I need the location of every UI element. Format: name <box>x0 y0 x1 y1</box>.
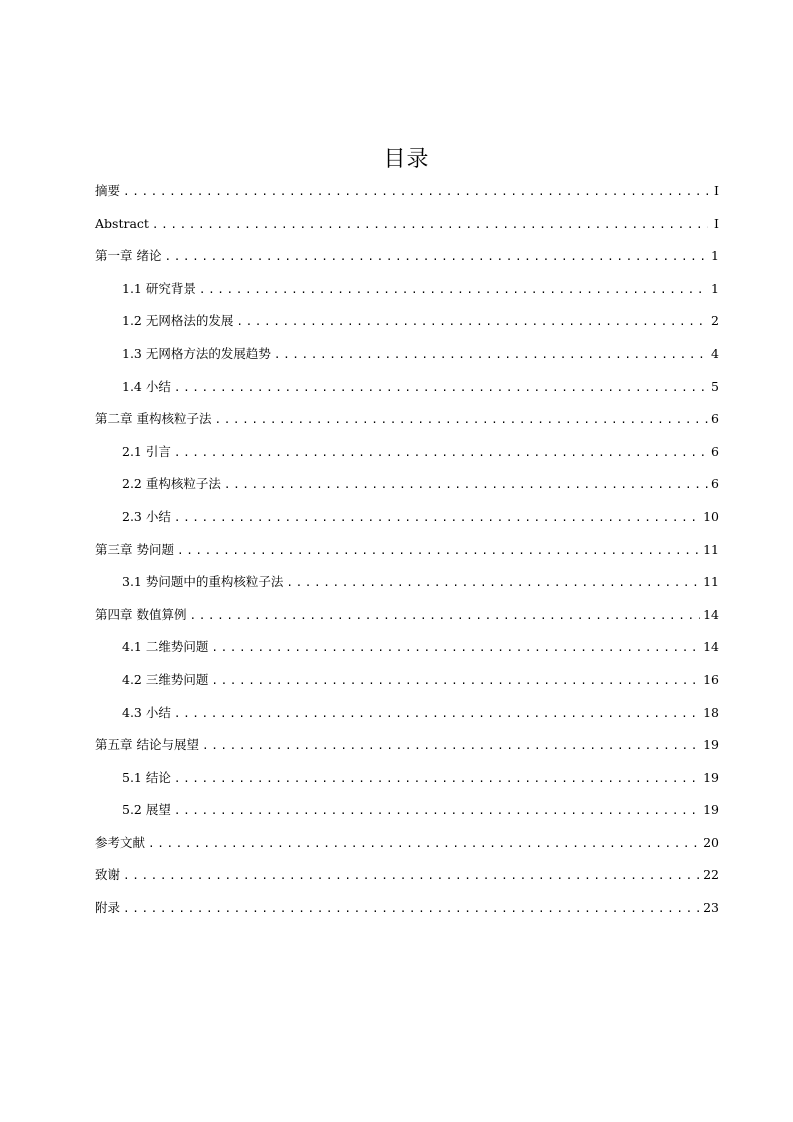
toc-entry-page-number: 11 <box>703 574 719 590</box>
toc-entry[interactable] <box>95 867 719 900</box>
toc-entry[interactable] <box>95 672 719 705</box>
toc-entry[interactable] <box>95 313 719 346</box>
toc-entry-page-number: 5 <box>711 378 719 394</box>
toc-entry-label: 5.2 展望 <box>122 802 171 818</box>
toc-entry-page-number: 2 <box>711 313 719 329</box>
toc-entry-page-number: 19 <box>703 769 719 785</box>
toc-dot-leader <box>174 510 700 526</box>
toc-dot-leader <box>174 803 700 819</box>
toc-dot-leader <box>211 640 700 656</box>
toc-entry[interactable] <box>95 476 719 509</box>
toc-entry-page-number: 23 <box>703 900 719 916</box>
toc-entry-label: 5.1 结论 <box>122 769 171 785</box>
toc-dot-leader <box>274 347 708 363</box>
toc-entry-label: 1.2 无网格法的发展 <box>122 313 234 329</box>
toc-entry-page-number: 6 <box>711 411 719 427</box>
toc-entry-page-number: 4 <box>711 345 719 361</box>
toc-entry-page-number: 1 <box>711 248 719 264</box>
toc-entry-page-number: 6 <box>711 443 719 459</box>
toc-entry[interactable] <box>95 509 719 542</box>
toc-dot-leader <box>148 836 700 852</box>
toc-entry-label: 第二章 重构核粒子法 <box>95 411 212 427</box>
toc-entry-label: 4.1 二维势问题 <box>122 639 209 655</box>
toc-entry-page-number: 19 <box>703 802 719 818</box>
toc-entry[interactable] <box>95 900 719 933</box>
toc-entry[interactable] <box>95 444 719 477</box>
toc-entry[interactable] <box>95 542 719 575</box>
toc-entry-label: Abstract <box>95 215 149 231</box>
toc-title: 目录 <box>383 147 430 172</box>
toc-entry[interactable] <box>95 248 719 281</box>
toc-entry-label: 参考文献 <box>95 834 146 850</box>
toc-entry-label: 1.1 研究背景 <box>122 280 196 296</box>
toc-entry-page-number: 14 <box>703 606 719 622</box>
toc-entry-label: 1.3 无网格方法的发展趋势 <box>122 345 271 361</box>
toc-dot-leader <box>286 575 700 591</box>
toc-dot-leader <box>164 249 708 265</box>
toc-entry[interactable] <box>95 574 719 607</box>
toc-entry-page-number: I <box>714 183 719 198</box>
toc-entry-label: 2.3 小结 <box>122 508 171 524</box>
toc-entry-page-number: 14 <box>703 639 719 655</box>
toc-entry-label: 第四章 数值算例 <box>95 606 187 622</box>
toc-dot-leader <box>123 868 700 884</box>
toc-entry-label: 第一章 绪论 <box>95 248 162 264</box>
toc-entry[interactable] <box>95 705 719 738</box>
toc-entry-label: 1.4 小结 <box>122 378 171 394</box>
toc-dot-leader <box>174 771 700 787</box>
toc-entry[interactable] <box>95 346 719 379</box>
toc-entry-page-number: I <box>714 215 719 231</box>
toc-entry-label: 第三章 势问题 <box>95 541 174 557</box>
toc-entry-label: 第五章 结论与展望 <box>95 737 199 753</box>
toc-entry[interactable] <box>95 607 719 640</box>
toc-dot-leader <box>214 412 708 428</box>
toc-entry-page-number: 19 <box>703 737 719 753</box>
toc-entry[interactable] <box>95 802 719 835</box>
toc-dot-leader <box>236 314 708 330</box>
toc-entry-label: 4.3 小结 <box>122 704 171 720</box>
toc-dot-leader <box>123 184 708 200</box>
toc-dot-leader <box>152 217 708 233</box>
toc-entry-label: 3.1 势问题中的重构核粒子法 <box>122 574 284 590</box>
toc-dot-leader <box>174 706 700 722</box>
toc-entry[interactable] <box>95 835 719 868</box>
toc-dot-leader <box>211 673 700 689</box>
toc-dot-leader <box>177 543 700 559</box>
toc-list <box>95 183 719 933</box>
toc-entry[interactable] <box>95 639 719 672</box>
toc-entry[interactable] <box>95 281 719 314</box>
toc-entry-page-number: 18 <box>703 704 719 720</box>
toc-entry-label: 致谢 <box>95 867 121 883</box>
toc-entry-label: 摘要 <box>95 183 121 198</box>
toc-entry-page-number: 6 <box>711 476 719 492</box>
toc-dot-leader <box>189 608 700 624</box>
toc-dot-leader <box>199 282 708 298</box>
toc-entry[interactable] <box>95 216 719 249</box>
toc-entry-page-number: 20 <box>703 834 719 850</box>
toc-entry-page-number: 1 <box>711 280 719 296</box>
toc-entry-label: 2.1 引言 <box>122 443 171 459</box>
toc-entry[interactable] <box>95 770 719 803</box>
toc-entry-page-number: 10 <box>703 508 719 524</box>
toc-dot-leader <box>123 901 700 917</box>
toc-entry[interactable] <box>95 379 719 412</box>
toc-entry-label: 2.2 重构核粒子法 <box>122 476 221 492</box>
toc-entry-page-number: 22 <box>703 867 719 883</box>
toc-dot-leader <box>174 380 708 396</box>
toc-dot-leader <box>202 738 700 754</box>
toc-entry-label: 4.2 三维势问题 <box>122 671 209 687</box>
toc-entry-page-number: 11 <box>703 541 719 557</box>
toc-entry[interactable] <box>95 183 719 216</box>
toc-entry[interactable] <box>95 737 719 770</box>
toc-entry[interactable] <box>95 411 719 444</box>
toc-entry-label: 附录 <box>95 900 121 916</box>
toc-entry-page-number: 16 <box>703 671 719 687</box>
toc-dot-leader <box>224 477 708 493</box>
toc-dot-leader <box>174 445 708 461</box>
